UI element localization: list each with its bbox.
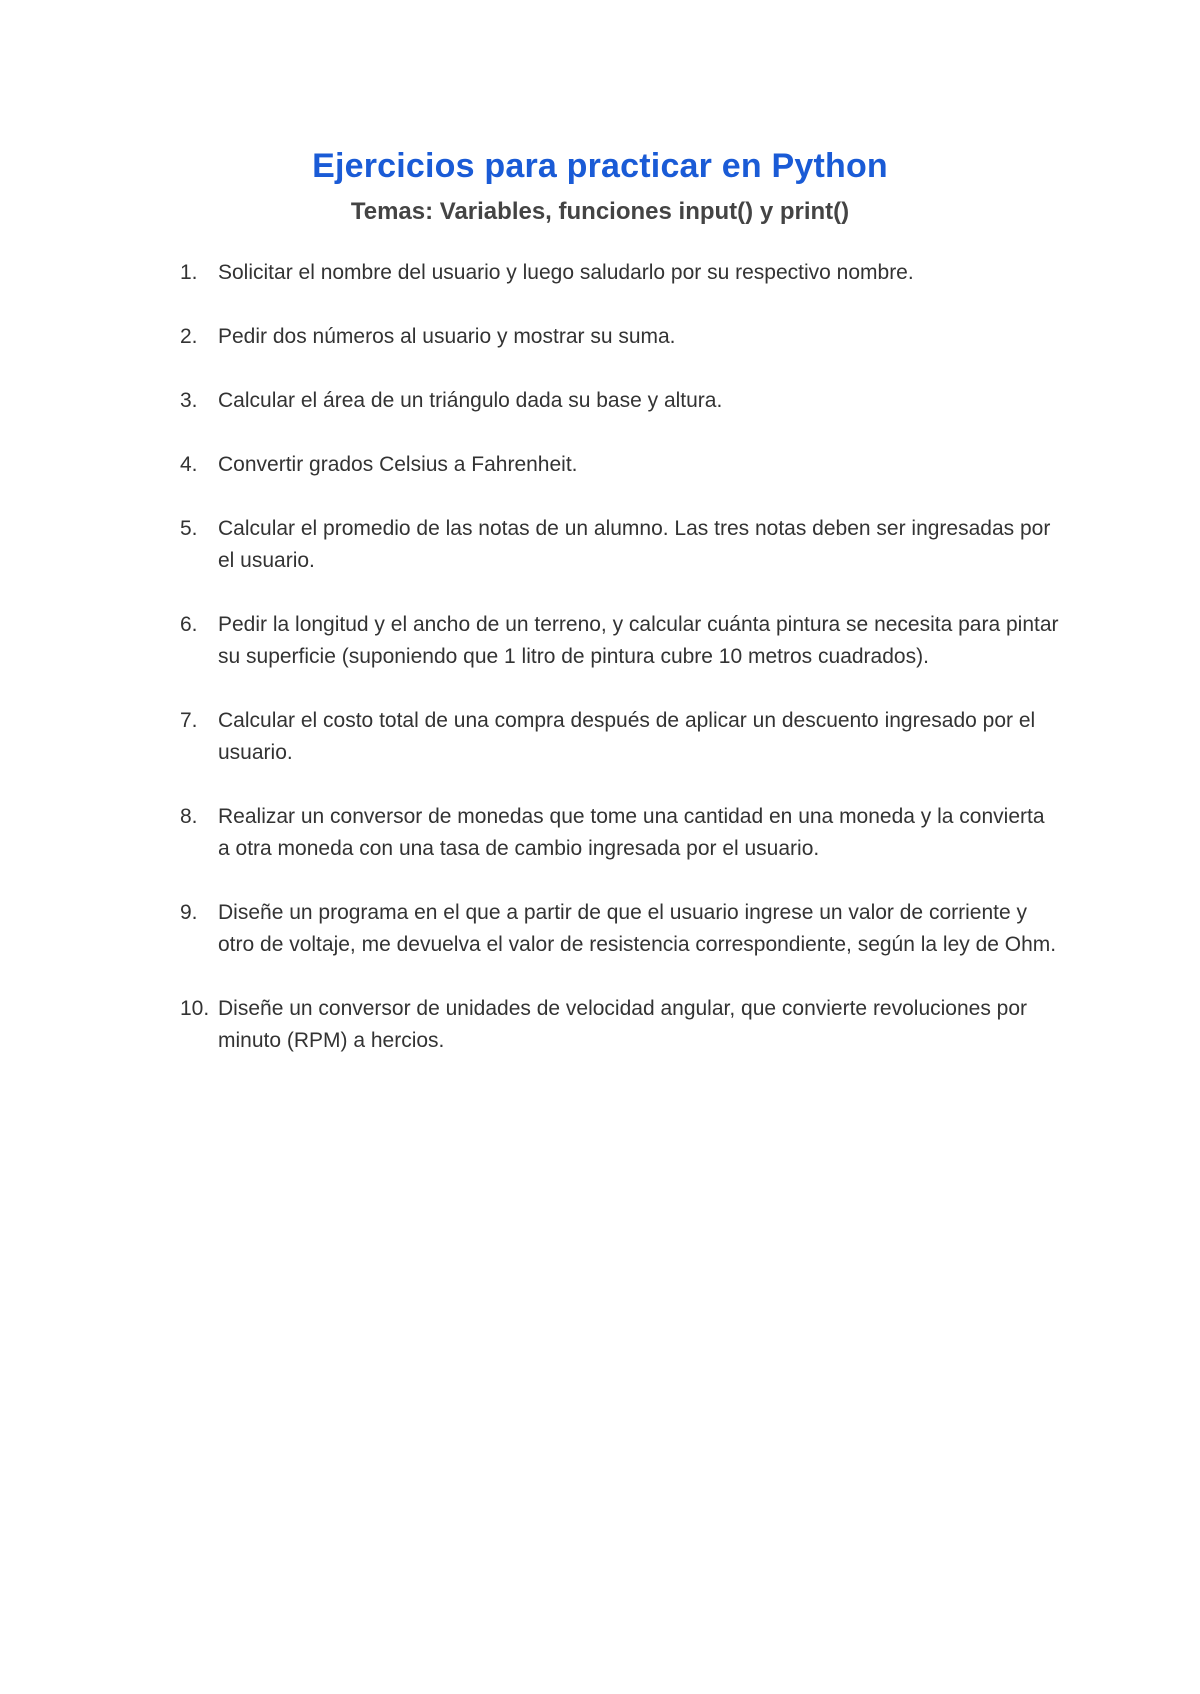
exercise-number: 2. <box>180 325 198 348</box>
exercise-text: Realizar un conversor de monedas que tome una cantidad en una moneda y la convierta a otra moneda con una tasa de cambio ingresada por el usuario. <box>218 805 1045 860</box>
exercise-text: Solicitar el nombre del usuario y luego saludarlo por su respectivo nombre. <box>218 261 914 284</box>
exercise-text: Calcular el costo total de una compra después de aplicar un descuento ingresado por el usuario. <box>218 709 1036 764</box>
exercise-number: 6. <box>180 613 198 636</box>
exercise-text: Pedir dos números al usuario y mostrar su suma. <box>218 325 676 348</box>
exercise-item-3 <box>180 385 1060 417</box>
exercise-item-6 <box>180 609 1060 673</box>
exercise-text: Pedir la longitud y el ancho de un terreno, y calcular cuánta pintura se necesita para pintar su superficie (suponiendo que 1 litro de pintura cubre 10 metros cuadrados). <box>218 613 1059 668</box>
exercise-number: 10. <box>180 997 210 1020</box>
exercise-item-2 <box>180 321 1060 353</box>
exercise-list <box>180 257 1060 1089</box>
exercise-number: 5. <box>180 517 198 540</box>
exercise-item-9 <box>180 897 1060 961</box>
exercise-item-5 <box>180 513 1060 577</box>
exercise-text: Calcular el área de un triángulo dada su base y altura. <box>218 389 723 412</box>
exercise-number: 3. <box>180 389 198 412</box>
exercise-number: 4. <box>180 453 198 476</box>
exercise-number: 9. <box>180 901 198 924</box>
exercise-text: Diseñe un conversor de unidades de velocidad angular, que convierte revoluciones por minuto (RPM) a hercios. <box>218 997 1028 1052</box>
exercise-item-7 <box>180 705 1060 769</box>
exercise-item-4 <box>180 449 1060 481</box>
exercise-text: Diseñe un programa en el que a partir de que el usuario ingrese un valor de corriente y otro de voltaje, me devuelva el valor de resistencia correspondiente, según la ley de Ohm. <box>218 901 1057 956</box>
exercise-item-1 <box>180 257 1060 289</box>
exercise-item-10 <box>180 993 1060 1057</box>
exercise-number: 7. <box>180 709 198 732</box>
exercise-item-8 <box>180 801 1060 865</box>
exercise-text: Convertir grados Celsius a Fahrenheit. <box>218 453 578 476</box>
exercise-number: 8. <box>180 805 198 828</box>
exercise-number: 1. <box>180 261 198 284</box>
document-title: Ejercicios para practicar en Python <box>312 147 888 185</box>
document-subtitle: Temas: Variables, funciones input() y print() <box>350 198 850 225</box>
exercise-text: Calcular el promedio de las notas de un alumno. Las tres notas deben ser ingresadas por el usuario. <box>218 517 1051 572</box>
